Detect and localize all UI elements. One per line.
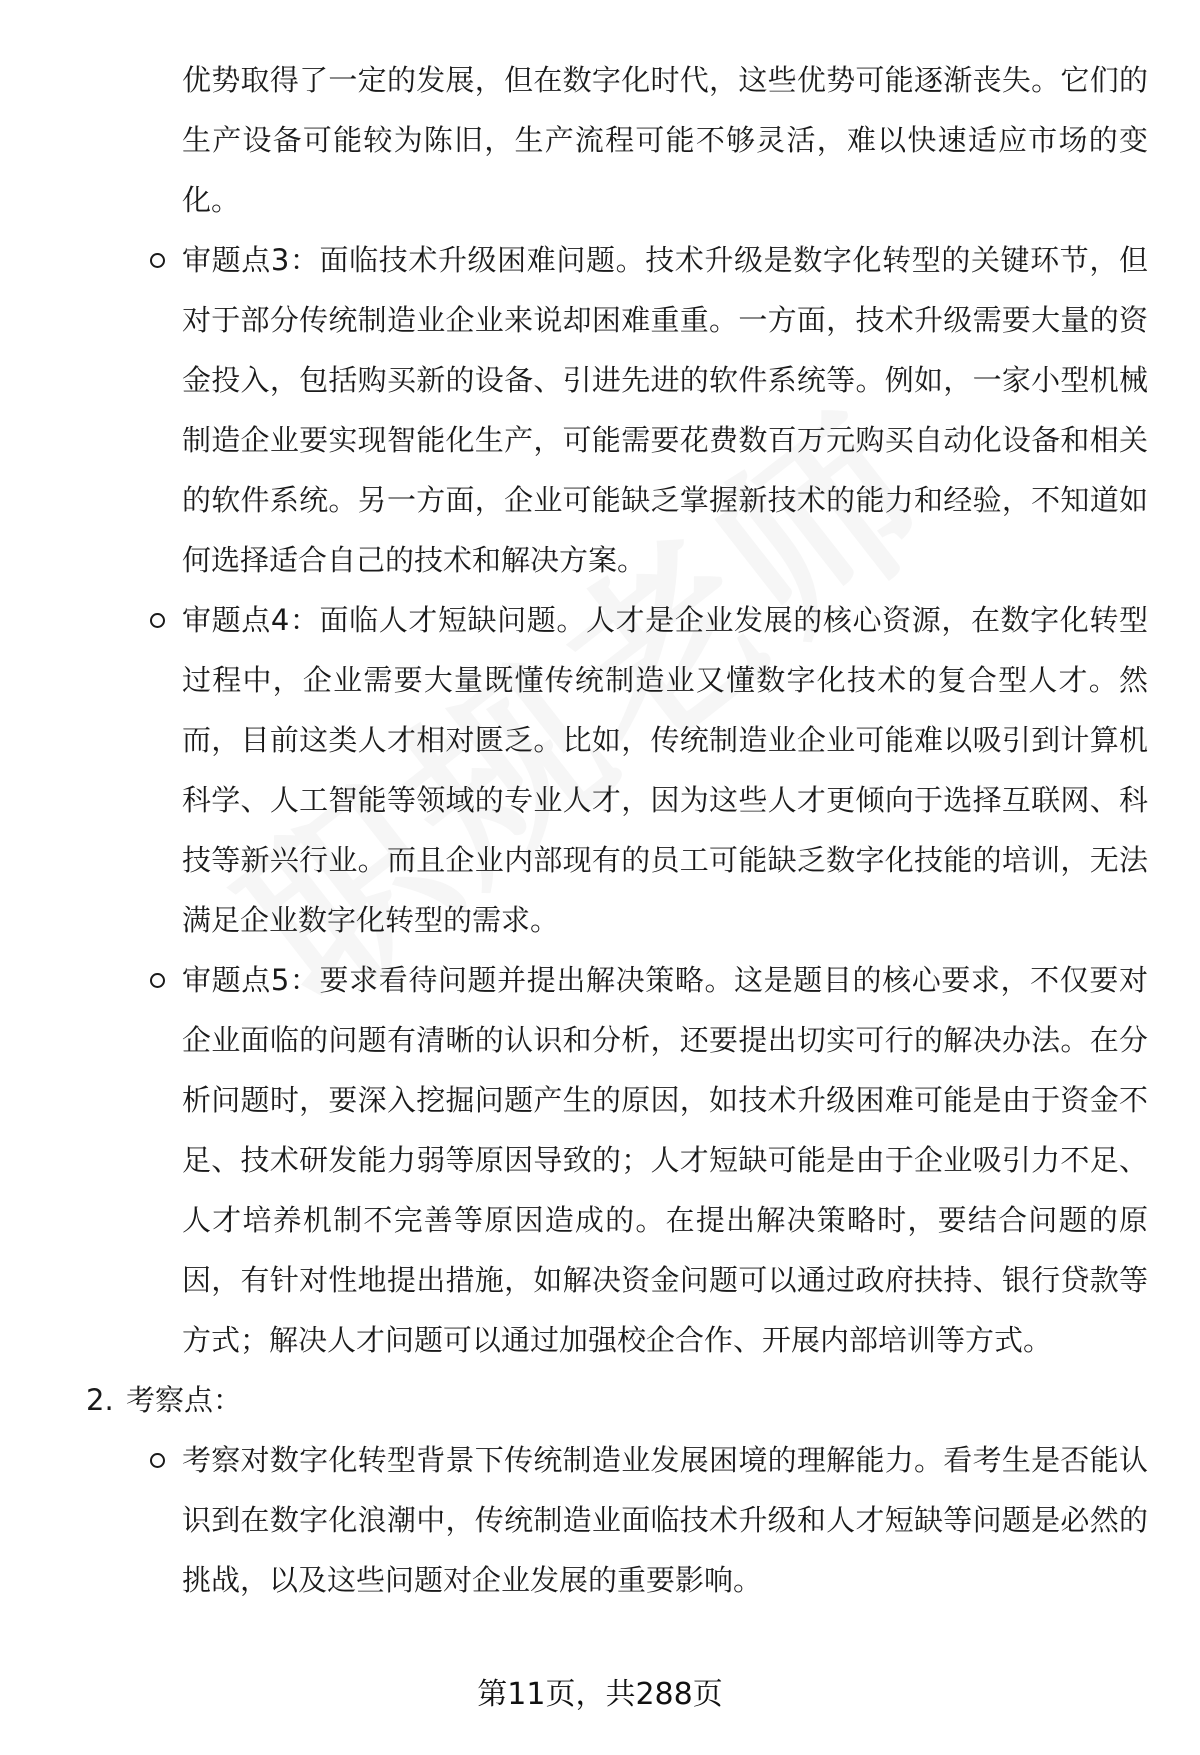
list-item-point3 [182,230,1148,590]
section-number: 2. [86,1383,114,1417]
hollow-bullet-icon [150,1453,165,1468]
section-heading [86,1370,1200,1430]
page-footer: 第11页，共288页 [477,1677,723,1712]
point-text: 审题点5：要求看待问题并提出解决策略。这是题目的核心要求，不仅要对企业面临的问题有清晰的认识和分析，还要提出切实可行的解决办法。在分析问题时，要深入挖掘问题产生的原因，如技术升级困难可能是由于资金不足、技术研发能力弱等原因导致的；人才短缺可能是由于企业吸引力不足、人才培养机制不完善等原因造成的。在提出解决策略时，要结合问题的原因，有针对性地提出措施，如解决资金问题可以通过政府扶持、银行贷款等方式；解决人才问题可以通过加强校企合作、开展内部培训等方式。 [182,963,1148,1357]
point-text: 审题点4：面临人才短缺问题。人才是企业发展的核心资源，在数字化转型过程中，企业需要大量既懂传统制造业又懂数字化技术的复合型人才。然而，目前这类人才相对匮乏。比如，传统制造业企业可能难以吸引到计算机科学、人工智能等领域的专业人才，因为这些人才更倾向于选择互联网、科技等新兴行业。而且企业内部现有的员工可能缺乏数字化技能的培训，无法满足企业数字化转型的需求。 [182,603,1148,937]
section-title: 考察点： [126,1383,243,1417]
hollow-bullet-icon [150,613,165,628]
hollow-bullet-icon [150,973,165,988]
list-item-point4 [182,590,1148,950]
point-text: 考察对数字化转型背景下传统制造业发展困境的理解能力。看考生是否能认识到在数字化浪潮中，传统制造业面临技术升级和人才短缺等问题是必然的挑战，以及这些问题对企业发展的重要影响。 [182,1443,1148,1597]
hollow-bullet-icon [150,253,165,268]
list-item-exam-point [182,1430,1148,1610]
document-body [0,50,1200,1610]
continuation-paragraph: 优势取得了一定的发展，但在数字化时代，这些优势可能逐渐丧失。它们的生产设备可能较为陈旧，生产流程可能不够灵活，难以快速适应市场的变化。 [182,63,1148,217]
list-item-point5 [182,950,1148,1370]
point-text: 审题点3：面临技术升级困难问题。技术升级是数字化转型的关键环节，但对于部分传统制造业企业来说却困难重重。一方面，技术升级需要大量的资金投入，包括购买新的设备、引进先进的软件系统等。例如，一家小型机械制造企业要实现智能化生产，可能需要花费数百万元购买自动化设备和相关的软件系统。另一方面，企业可能缺乏掌握新技术的能力和经验，不知道如何选择适合自己的技术和解决方案。 [182,243,1148,577]
